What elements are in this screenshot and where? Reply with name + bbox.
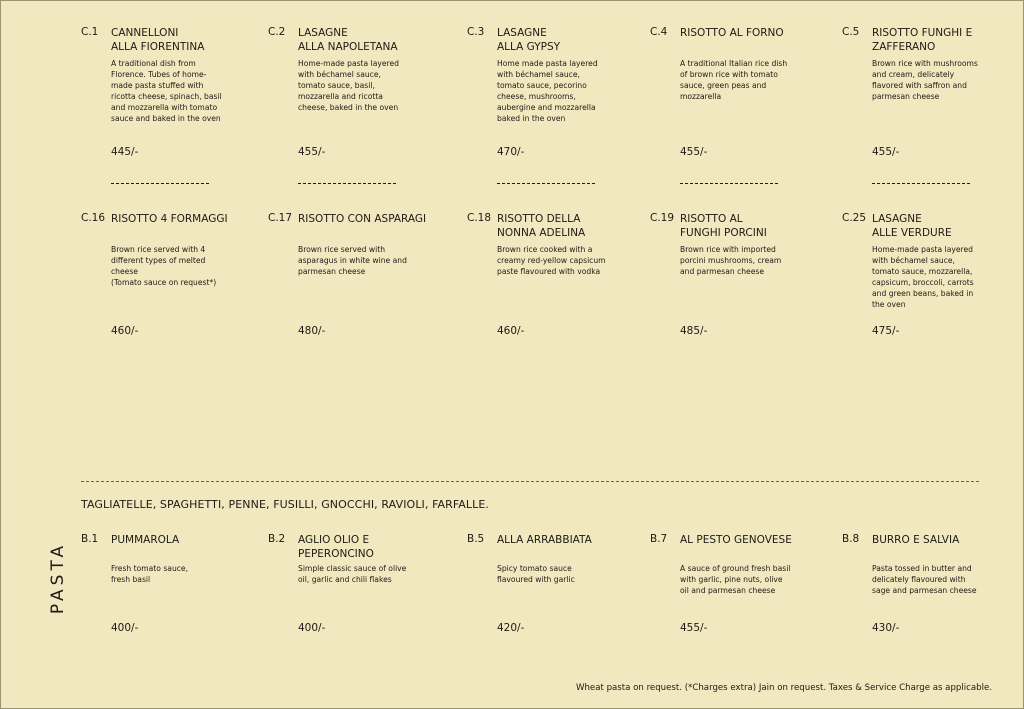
item-description: A traditional dish from Florence. Tubes of home-made pasta stuffed with ricotta cheese, spinach, basil and mozzarella with tomato sauce and baked in the oven	[111, 59, 222, 123]
item-code: C.18	[467, 212, 492, 224]
section-divider	[81, 481, 979, 482]
pasta-types-heading: TAGLIATELLE, SPAGHETTI, PENNE, FUSILLI, GNOCCHI, RAVIOLI, FARFALLE.	[81, 498, 490, 511]
item-name: RISOTTO CON ASPARAGI	[298, 213, 427, 225]
item-code: C.1	[81, 26, 99, 38]
item-code: B.8	[842, 533, 860, 545]
item-name: AGLIO OLIO E PEPERONCINO	[298, 534, 374, 560]
item-code: C.19	[650, 212, 675, 224]
item-description: Spicy tomato sauce flavoured with garlic	[497, 564, 575, 584]
item-name: CANNELLONI ALLA FIORENTINA	[111, 27, 205, 53]
item-price: 455/-	[680, 146, 708, 158]
item-price: 420/-	[497, 622, 525, 634]
item-description: Fresh tomato sauce, fresh basil	[111, 564, 189, 584]
item-price: 475/-	[872, 325, 900, 337]
item-separator	[680, 183, 778, 184]
item-price: 400/-	[111, 622, 139, 634]
item-price: 455/-	[298, 146, 326, 158]
item-price: 455/-	[680, 622, 708, 634]
item-name: RISOTTO AL FORNO	[680, 27, 784, 39]
item-code: B.1	[81, 533, 99, 545]
footer-note: Wheat pasta on request. (*Charges extra) Jain on request. Taxes & Service Charge as applicable.	[575, 683, 992, 693]
item-description: Brown rice served with 4 different types of melted cheese (Tomato sauce on request*)	[111, 245, 217, 287]
item-separator	[497, 183, 595, 184]
item-code: C.25	[842, 212, 867, 224]
item-name: RISOTTO DELLA NONNA ADELINA	[497, 213, 586, 239]
item-name: RISOTTO 4 FORMAGGI	[111, 213, 228, 225]
item-name: RISOTTO AL FUNGHI PORCINI	[680, 213, 767, 239]
item-price: 400/-	[298, 622, 326, 634]
item-code: C.16	[81, 212, 106, 224]
item-code: B.7	[650, 533, 668, 545]
item-price: 460/-	[111, 325, 139, 337]
item-separator	[298, 183, 396, 184]
item-name: RISOTTO FUNGHI E ZAFFERANO	[872, 27, 973, 53]
item-price: 430/-	[872, 622, 900, 634]
item-price: 470/-	[497, 146, 525, 158]
item-name: LASAGNE ALLA NAPOLETANA	[298, 27, 398, 53]
item-name: ALLA ARRABBIATA	[497, 534, 592, 546]
item-code: B.2	[268, 533, 286, 545]
item-description: Pasta tossed in butter and delicately flavoured with sage and parmesan cheese	[872, 564, 977, 595]
item-code: C.2	[268, 26, 286, 38]
item-code: C.17	[268, 212, 293, 224]
item-description: Brown rice cooked with a creamy red-yellow capsicum paste flavoured with vodka	[497, 245, 606, 276]
item-description: Brown rice served with asparagus in white wine and parmesan cheese	[298, 245, 407, 276]
item-code: B.5	[467, 533, 485, 545]
item-description: A sauce of ground fresh basil with garlic, pine nuts, olive oil and parmesan cheese	[680, 564, 791, 595]
item-code: C.5	[842, 26, 860, 38]
item-name: LASAGNE ALLA GYPSY	[497, 27, 561, 53]
item-price: 485/-	[680, 325, 708, 337]
item-price: 445/-	[111, 146, 139, 158]
item-name: PUMMAROLA	[111, 534, 180, 546]
item-description: Simple classic sauce of olive oil, garlic and chili flakes	[298, 564, 407, 584]
item-code: C.3	[467, 26, 485, 38]
item-price: 455/-	[872, 146, 900, 158]
item-description: Home-made pasta layered with béchamel sauce, tomato sauce, basil, mozzarella and ricotta cheese, baked in the oven	[298, 59, 399, 112]
item-separator	[111, 183, 209, 184]
pasta-section-label: PASTA	[48, 541, 68, 615]
item-separator	[872, 183, 970, 184]
item-description: Home-made pasta layered with béchamel sauce, tomato sauce, mozzarella, capsicum, broccoli, carrots and green beans, baked in the oven	[872, 245, 974, 309]
item-price: 460/-	[497, 325, 525, 337]
item-description: Home made pasta layered with béchamel sauce, tomato sauce, pecorino cheese, mushrooms, aubergine and mozzarella baked in the oven	[497, 59, 598, 123]
item-description: A traditional Italian rice dish of brown rice with tomato sauce, green peas and mozzarella	[680, 59, 788, 101]
item-name: AL PESTO GENOVESE	[680, 534, 792, 546]
item-name: BURRO E SALVIA	[872, 534, 960, 546]
item-description: Brown rice with mushrooms and cream, delicately flavored with saffron and parmesan cheese	[872, 59, 978, 101]
item-name: LASAGNE ALLE VERDURE	[872, 213, 952, 239]
item-price: 480/-	[298, 325, 326, 337]
item-description: Brown rice with imported porcini mushrooms, cream and parmesan cheese	[680, 245, 782, 276]
item-code: C.4	[650, 26, 668, 38]
